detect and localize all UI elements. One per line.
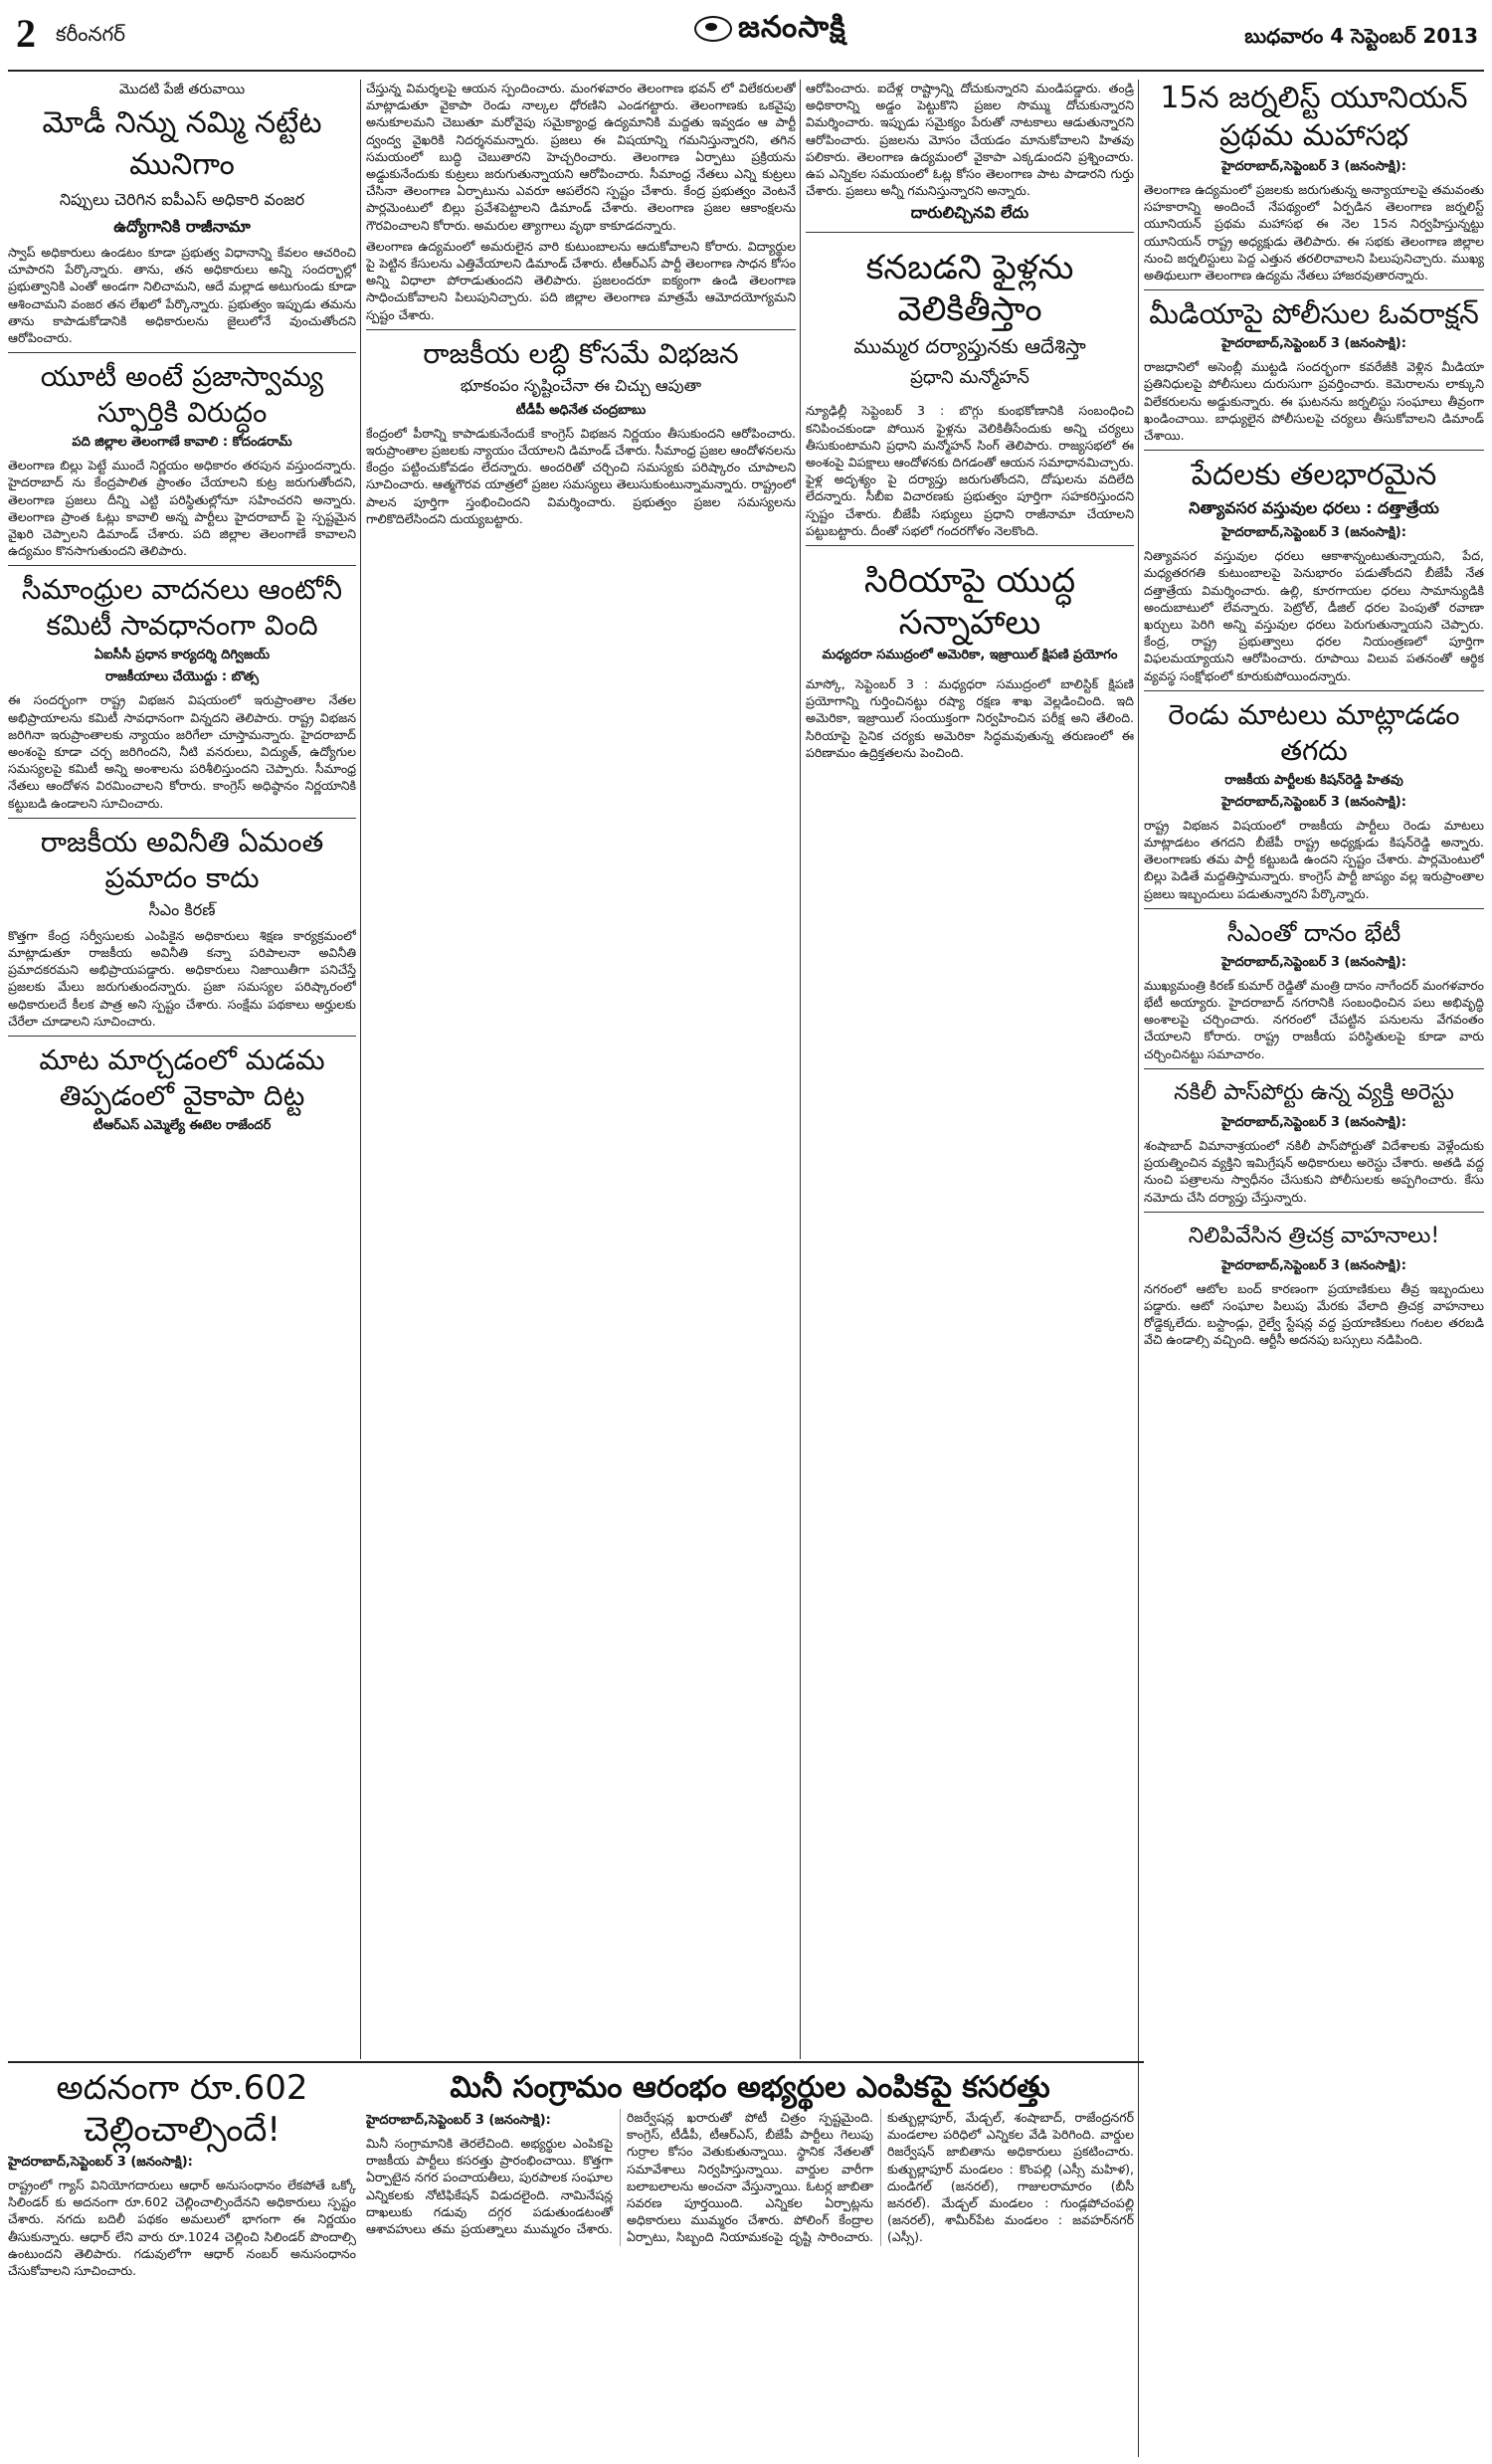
article-body: కేంద్రంలో పీఠాన్ని కాపాడుకునేందుకే కాంగ్రెస్ విభజన నిర్ణయం తీసుకుందని ఆరోపించారు. ఇరుప్రాంతాల ప్రజలకు న్యాయం చేయాలని డిమాండ్ చేశారు. సీమాంధ్ర ప్రజల ఆందోళనలను కేంద్రం పట్టించుకోవడం లేదన్నారు. అందరితో చర్చించి సమస్యకు పరిష్కారం చూపాలని సూచించారు. ఆత్మగౌరవ యాత్రలో ప్రజల సమస్యలు తెలుసుకుంటున్నామన్నారు. రాష్ట్రంలో పాలన పూర్తిగా స్తంభించిందని విమర్శించారు. ప్రభుత్వం ప్రజల సమస్యలను గాలికొదిలేసిందని దుయ్యబట్టారు. <box>366 425 796 526</box>
column-divider <box>800 80 801 2059</box>
headline-antony: సీమాంధ్రుల వాదనలు ఆంటోనీ కమిటీ సావధానంగా వింది <box>21 573 343 643</box>
divider <box>1144 908 1484 909</box>
bottom-article-elections <box>366 2067 1134 2457</box>
dateline: హైదరాబాద్,సెప్టెంబర్ 3 (జనంసాక్షి): <box>1221 954 1406 970</box>
article-body: శంషాబాద్ విమానాశ్రయంలో నకిలీ పాస్‌పోర్టుతో విదేశాలకు వెళ్లేందుకు ప్రయత్నించిన వ్యక్తిని ఇమిగ్రేషన్ అధికారులు అరెస్టు చేశారు. అతడి వద్ద నుంచి పత్రాలను స్వాధీనం చేసుకుని పోలీసులకు అప్పగించారు. కేసు నమోదు చేసి దర్యాప్తు చేస్తున్నారు. <box>1144 1137 1484 1205</box>
divider <box>8 818 356 819</box>
byline: టీఆర్ఎస్ ఎమ్మెల్యే ఈటెల రాజేందర్ <box>93 1118 272 1134</box>
masthead <box>8 0 1484 72</box>
divider <box>1144 450 1484 451</box>
subhead: నిత్యావసర వస్తువుల ధరలు : దత్తాత్రేయ <box>1189 498 1439 518</box>
dateline: హైదరాబాద్,సెప్టెంబర్ 3 (జనంసాక్షి): <box>366 2113 551 2128</box>
article-body: కొత్తగా కేంద్ర సర్వీసులకు ఎంపికైన అధికారులు శిక్షణ కార్యక్రమంలో మాట్లాడుతూ రాజకీయ అవినీతి కన్నా పరిపాలనా అవినీతి ప్రమాదకరమని అభిప్రాయపడ్డారు. అధికారులు నిజాయితీగా పనిచేస్తే ప్రజలకు మేలు జరుగుతుందన్నారు. ప్రజా సమస్యల పరిష్కారంలో అధికారులదే కీలక పాత్ర అని స్పష్టం చేశారు. సంక్షేమ పథకాలు అర్హులకు చేరేలా చూడాలని సూచించారు. <box>8 927 356 1029</box>
article-body: నిత్యావసర వస్తువుల ధరలు ఆకాశాన్నంటుతున్నాయని, పేద, మధ్యతరగతి కుటుంబాలపై పెనుభారం పడుతోందని బీజేపీ నేత దత్తాత్రేయ విమర్శించారు. ఉల్లి, కూరగాయల ధరలు సామాన్యుడికి అందుబాటులో లేవన్నారు. పెట్రోల్, డీజిల్ ధరల పెంపుతో రవాణా ఖర్చులు పెరిగి అన్ని వస్తువుల ధరలు పెరుగుతున్నాయని చెప్పారు. కేంద్ర, రాష్ట్ర ప్రభుత్వాలు ధరల నియంత్రణలో పూర్తిగా విఫలమయ్యాయని ఆరోపించారు. రూపాయి విలువ పతనంతో ఆర్థిక వ్యవస్థ సంక్షోభంలో కూరుకుపోయిందన్నారు. <box>1144 548 1484 683</box>
bottom-article-gas <box>8 2067 356 2457</box>
headline-division: రాజకీయ లబ్ధి కోసమే విభజన <box>423 336 739 370</box>
eye-logo-icon <box>694 16 732 42</box>
byline: సీఎం కిరణ్ <box>148 899 216 919</box>
headline-ut: యూటీ అంటే ప్రజాస్వామ్య స్ఫూర్తికి విరుద్ధం <box>40 360 324 430</box>
subhead: రాజకీయ పార్టీలకు కిషన్‌రెడ్డి హితవు <box>1224 772 1403 788</box>
headline-passport: నకిలీ పాస్‌పోర్టు ఉన్న వ్యక్తి అరెస్టు <box>1174 1079 1454 1105</box>
kicker: దారులిచ్చినవి లేదు <box>910 203 1029 223</box>
edition-name: కరీంనగర్ <box>56 22 125 46</box>
feature-block <box>806 247 1134 392</box>
paper-name: జనంసాక్షి <box>738 10 846 45</box>
paper-logo <box>694 10 846 52</box>
subhead: ఏఐసీసీ ప్రధాన కార్యదర్శి దిగ్విజయ్ <box>93 648 271 663</box>
byline: టీడీపీ అధినేత చంద్రబాబు <box>515 402 647 418</box>
article-body: తెలంగాణ ఉద్యమంలో అమరులైన వారి కుటుంబాలను ఆదుకోవాలని కోరారు. విద్యార్థుల పై పెట్టిన కేసులను ఎత్తివేయాలని డిమాండ్ చేశారు. టీఆర్ఎస్ పార్టీ తెలంగాణ సాధన కోసం అన్ని విధాలా పోరాడుతుందని తెలిపారు. ప్రజలందరూ ఐక్యంగా ఉండి తెలంగాణ సాధించుకోవాలని పిలుపునిచ్చారు. పది జిల్లాల తెలంగాణ మాత్రమే ఆమోదయోగ్యమని స్పష్టం చేశారు. <box>366 238 796 322</box>
dateline: హైదరాబాద్,సెప్టెంబర్ 3 (జనంసాక్షి): <box>8 2155 193 2170</box>
column-1 <box>8 80 356 2059</box>
dateline: హైదరాబాద్,సెప్టెంబర్ 3 (జనంసాక్షి): <box>1221 794 1406 810</box>
headline-files: కనబడని ఫైళ్లను వెలికితీస్తాం <box>865 248 1074 330</box>
article-body: రాష్ట్రంలో గ్యాస్ వినియోగదారులు ఆధార్ అనుసంధానం లేకపోతే ఒక్కో సిలిండర్ కు అదనంగా రూ.602 చెల్లించాల్సిందేనని అధికారులు స్పష్టం చేశారు. నగదు బదిలీ పథకం అమలులో భాగంగా ఈ నిర్ణయం తీసుకున్నారు. ఆధార్ లేని వారు రూ.1024 చెల్లించి సిలిండర్ పొందాల్సి ఉంటుందని తెలిపారు. గడువులోగా ఆధార్ నంబర్ అనుసంధానం చేసుకోవాలని సూచించారు. <box>8 2178 356 2279</box>
column-2 <box>366 80 796 2059</box>
divider <box>806 545 1134 546</box>
divider <box>1144 289 1484 290</box>
column-3 <box>806 80 1134 2059</box>
article-body: స్వాప్ అధికారులు ఉండటం కూడా ప్రభుత్వ విధానాన్ని కేవలం ఆచరించి చూపారని పేర్కొన్నారు. తాను, తన అధికారులు అన్ని సందర్భాల్లో ప్రభుత్వానికి ఎంతో అండగా నిలిచామని, ఆదే మల్లాడ అటుగుండు కూడా ఆశించామని వంజర తన లేఖలో పేర్కొన్నారు. ప్రభుత్వం ఇప్పుడు తమను తాను కాపాడుకోడానికి అధికారులను జైలులోనే వుంచుతోందని ఆరోపించారు. <box>8 245 356 346</box>
divider <box>806 232 1134 233</box>
feature-block <box>806 560 1134 665</box>
divider <box>366 329 796 330</box>
article-body: మినీ సంగ్రామానికి తెరలేచింది. అభ్యర్థుల ఎంపికపై రాజకీయ పార్టీలు కసరత్తు ప్రారంభించాయి. కొత్తగా ఏర్పాటైన నగర పంచాయతీలు, పురపాలక సంఘాల ఎన్నికలకు నోటిఫికేషన్ విడుదలైంది. నామినేషన్ల దాఖలుకు గడువు దగ్గర పడుతుండటంతో ఆశావహులు తమ ప్రయత్నాలు ముమ్మరం చేశారు. రిజర్వేషన్ల ఖరారుతో పోటీ చిత్రం స్పష్టమైంది. కాంగ్రెస్, టీడీపీ, టీఆర్ఎస్, బీజేపీ పార్టీలు గెలుపు గుర్రాల కోసం వెతుకుతున్నాయి. స్థానిక నేతలతో సమావేశాలు నిర్వహిస్తున్నాయి. వార్డుల వారీగా బలాబలాలను అంచనా వేస్తున్నాయి. ఓటర్ల జాబితా సవరణ పూర్తయింది. ఎన్నికల ఏర్పాట్లను అధికారులు ముమ్మరం చేశారు. పోలింగ్ కేంద్రాల ఏర్పాటు, సిబ్బంది నియామకంపై దృష్టి సారించారు. కుత్బుల్లాపూర్, మేడ్చల్, శంషాబాద్, రాజేంద్రనగర్ మండలాల పరిధిలో ఎన్నికల వేడి పెరిగింది. వార్డుల రిజర్వేషన్ జాబితాను అధికారులు ప్రకటించారు. కుత్బుల్లాపూర్ మండలం : కొంపల్లి (ఎస్సీ మహిళ), దుండిగల్ (జనరల్), గాజులరామారం (బీసీ జనరల్). మేడ్చల్ మండలం : గుండ్లపోచంపల్లి (జనరల్), శామీర్‌పేట మండలం : జవహర్‌నగర్ (ఎస్సీ). <box>366 2110 1134 2245</box>
subhead: మధ్యదరా సముద్రంలో అమెరికా, ఇజ్రాయిల్ క్షిపణి ప్రయోగం <box>822 648 1118 663</box>
kicker: మొదటి పేజీ తరువాయి <box>118 82 246 97</box>
headline-gas: అదనంగా రూ.602 చెల్లించాల్సిందే! <box>56 2068 308 2150</box>
issue-date: బుధవారం 4 సెప్టెంబర్ 2013 <box>1244 24 1478 48</box>
dateline: హైదరాబాద్,సెప్టెంబర్ 3 (జనంసాక్షి): <box>1221 525 1406 541</box>
column-4 <box>1144 80 1484 2457</box>
headline-prices: పేదలకు తలభారమైన <box>1191 458 1437 493</box>
headline-cm-meet: సీఎంతో దానం భేటీ <box>1226 918 1401 947</box>
article-body: న్యూఢిల్లీ సెప్టెంబర్ 3 : బొగ్గు కుంభకోణానికి సంబంధించి కనిపించకుండా పోయిన ఫైళ్లను వెలికితీసేందుకు అన్ని చర్యలు తీసుకుంటామని ప్రధాని మన్మోహన్ సింగ్ తెలిపారు. రాజ్యసభలో ఈ అంశంపై విపక్షాలు ఆందోళనకు దిగడంతో ఆయన సమాధానమిచ్చారు. ఫైళ్ల అదృశ్యం పై దర్యాప్తు జరుగుతోందని, దోషులను వదిలేది లేదన్నారు. సీబీఐ విచారణకు ప్రభుత్వం పూర్తిగా సహకరిస్తుందని స్పష్టం చేశారు. బీజేపీ సభ్యులు ప్రధాని రాజీనామా చేయాలని పట్టుబట్టారు. దీంతో సభలో గందరగోళం నెలకొంది. <box>806 403 1134 538</box>
headline-auto: నిలిపివేసిన త్రిచక్ర వాహనాలు! <box>1188 1223 1440 1248</box>
article-body: మాస్కో, సెప్టెంబర్ 3 : మధ్యధరా సముద్రంలో బాలిస్టిక్ క్షిపణి ప్రయోగాన్ని గుర్తించినట్టు రష్యా రక్షణ శాఖ వెల్లడించింది. ఇది అమెరికా, ఇజ్రాయిల్ సంయుక్తంగా నిర్వహించిన పరీక్ష అని తేలింది. సిరియాపై సైనిక చర్యకు అమెరికా సిద్ధమవుతున్న తరుణంలో ఈ పరిణామం ఉద్రిక్తతలను పెంచింది. <box>806 676 1134 760</box>
divider <box>8 565 356 566</box>
article-body: ఈ సందర్భంగా రాష్ట్ర విభజన విషయంలో ఇరుప్రాంతాల నేతల అభిప్రాయాలను కమిటీ సావధానంగా విన్నదని తెలిపారు. రాష్ట్ర విభజన జరిగినా ఇరుప్రాంతాలకు న్యాయం జరిగేలా చూస్తామన్నారు. హైదరాబాద్ అంశంపై కూడా చర్చ జరిగిందని, నీటి వనరులు, విద్యుత్, ఉద్యోగుల సమస్యలపై కమిటీ అన్ని అంశాలను పరిశీలిస్తుందని చెప్పారు. సీమాంధ్ర నేతలు ఆందోళన విరమించాలని కోరారు. కాంగ్రెస్ అధిష్ఠానం నిర్ణయానికి కట్టుబడి ఉండాలని సూచించారు. <box>8 692 356 811</box>
article-body: రాష్ట్ర విభజన విషయంలో రాజకీయ పార్టీలు రెండు మాటలు మాట్లాడటం తగదని బీజేపీ రాష్ట్ర అధ్యక్షుడు కిషన్‌రెడ్డి అన్నారు. తెలంగాణకు తమ పార్టీ కట్టుబడి ఉందని స్పష్టం చేశారు. పార్లమెంటులో బిల్లు పెడితే మద్దతిస్తామన్నారు. కాంగ్రెస్ పార్టీ జాప్యం వల్ల ఇరుప్రాంతాల ప్రజలు ఇబ్బందులు పడుతున్నారని పేర్కొన్నారు. <box>1144 817 1484 901</box>
divider <box>1144 1068 1484 1069</box>
divider <box>1144 690 1484 691</box>
headline-syria: సిరియాపై యుద్ధ సన్నాహాలు <box>863 561 1076 644</box>
subhead: ముమ్మర దర్యాప్తునకు ఆదేశిస్తా <box>853 334 1086 359</box>
headline-corruption: రాజకీయ అవినీతి ఏమంత ప్రమాదం కాదు <box>40 825 324 894</box>
divider <box>1144 1212 1484 1213</box>
article-body: రాజధానిలో అసెంబ్లీ ముట్టడి సందర్భంగా కవరేజీకి వెళ్లిన మీడియా ప్రతినిధులపై పోలీసులు దురుసుగా ప్రవర్తించారు. కెమెరాలను లాక్కుని విలేకరులను అడ్డుకున్నారు. ఈ ఘటనను జర్నలిస్టు సంఘాలు తీవ్రంగా ఖండించాయి. బాధ్యులైన పోలీసులపై చర్యలు తీసుకోవాలని డిమాండ్ చేశాయి. <box>1144 359 1484 444</box>
page-number: 2 <box>16 11 36 56</box>
headline-ycp: మాట మార్చడంలో మడమ తిప్పడంలో వైకాపా దిట్ట <box>39 1043 325 1113</box>
dateline: హైదరాబాద్,సెప్టెంబర్ 3 (జనంసాక్షి): <box>1221 1257 1406 1273</box>
article-body: తెలంగాణ బిల్లు పెట్టే ముందే నిర్ణయం అధికారం తరపున వస్తుందన్నారు. హైదరాబాద్ ను కేంద్రపాలిత ప్రాంతం చేయాలని కుట్ర జరుగుతోందని, తెలంగాణ ప్రజలు దీన్ని ఎట్టి పరిస్థితుల్లోనూ సహించరని అన్నారు. తెలంగాణ ప్రాంత ఓట్లు కావాలి అన్న పార్టీలు హైదరాబాద్ పై స్పష్టమైన వైఖరి చెప్పాలని డిమాండ్ చేశారు. పది జిల్లాల తెలంగాణే కావాలని ఉద్యమం కొనసాగుతుందని తెలిపారు. <box>8 458 356 559</box>
dateline: హైదరాబాద్,సెప్టెంబర్ 3 (జనంసాక్షి): <box>1221 336 1406 352</box>
article-body: ముఖ్యమంత్రి కిరణ్ కుమార్ రెడ్డితో మంత్రి దానం నాగేందర్ మంగళవారం భేటీ అయ్యారు. హైదరాబాద్ నగరానికి సంబంధించిన పలు అభివృద్ధి అంశాలపై చర్చించారు. నగరంలో చేపట్టిన పనులను వేగవంతం చేయాలని కోరారు. రాష్ట్ర రాజకీయ పరిస్థితులపై కూడా వారు చర్చించినట్టు సమాచారం. <box>1144 977 1484 1061</box>
headline-elections: మినీ సంగ్రామం ఆరంభం అభ్యర్థుల ఎంపికపై కసరత్తు <box>450 2070 1050 2105</box>
section-divider <box>8 2061 1144 2063</box>
article-body: తెలంగాణ ఉద్యమంలో ప్రజలకు జరుగుతున్న అన్యాయాలపై తమవంతు సహకారాన్ని అందించే నేపథ్యంలో ఏర్పడిన తెలంగాణ జర్నలిస్ట్ యూనియన్ ప్రథమ మహాసభ ఈ నెల 15న నిర్వహిస్తున్నట్టు యూనియన్ రాష్ట్ర అధ్యక్షుడు తెలిపారు. ఈ సభకు తెలంగాణ జిల్లాల నుంచి జర్నలిస్టులు పెద్ద ఎత్తున తరలిరావాలని పిలుపునిచ్చారు. ముఖ్య అతిథులుగా తెలంగాణ ఉద్యమ నేతలు హాజరవుతారన్నారు. <box>1144 182 1484 284</box>
byline: ప్రధాని మన్మోహన్ <box>910 367 1029 389</box>
article-columns <box>366 2109 1134 2246</box>
byline: పది జిల్లాల తెలంగాణే కావాలి : కోదండరామ్ <box>72 435 292 451</box>
dateline: హైదరాబాద్,సెప్టెంబర్ 3 (జనంసాక్షి): <box>1221 159 1406 174</box>
headline-journalist-union: 15న జర్నలిస్ట్ యూనియన్ ప్రథమ మహాసభ <box>1160 81 1468 153</box>
byline: రాజకీయాలు చేయొద్దు : బొత్స <box>105 669 259 685</box>
article-body: నగరంలో ఆటోల బంద్ కారణంగా ప్రయాణికులు తీవ్ర ఇబ్బందులు పడ్డారు. ఆటో సంఘాల పిలుపు మేరకు వేలాది త్రిచక్ర వాహనాలు రోడ్డెక్కలేదు. బస్టాండ్లు, రైల్వే స్టేషన్ల వద్ద ప్రయాణికులు గంటల తరబడి వేచి ఉండాల్సి వచ్చింది. ఆర్టీసీ అదనపు బస్సులు నడిపింది. <box>1144 1280 1484 1348</box>
headline-modi: మోడీ నిన్ను నమ్మి నట్టేట మునిగాం <box>42 105 322 182</box>
headline-media-police: మీడియాపై పోలీసుల ఓవరాక్షన్ <box>1149 297 1479 331</box>
divider <box>8 352 356 353</box>
subhead: భూకంపం సృష్టించేనా ఈ చిచ్చు ఆపుతా <box>460 375 702 395</box>
article-body: చేస్తున్న విమర్శలపై ఆయన స్పందించారు. మంగళవారం తెలంగాణ భవన్ లో విలేకరులతో మాట్లాడుతూ వైకాపా రెండు నాల్కల ధోరణిని ఎండగట్టారు. తెలంగాణకు ఒకవైపు అనుకూలమని చెబుతూ మరోవైపు సమైక్యాంధ్ర ఉద్యమానికి మద్దతు ఇవ్వడం ఆ పార్టీ ద్వంద్వ వైఖరికి నిదర్శనమన్నారు. ప్రజలు ఈ విషయాన్ని గమనిస్తున్నారని, తగిన సమయంలో బుద్ధి చెబుతారని హెచ్చరించారు. తెలంగాణ ఏర్పాటు ప్రక్రియను అడ్డుకునేందుకు కుట్రలు జరుగుతున్నాయని ఆరోపించారు. సీమాంధ్ర నేతలు ఎన్ని కుట్రలు చేసినా తెలంగాణ ఏర్పాటును ఎవరూ ఆపలేరని స్పష్టం చేశారు. కేంద్ర ప్రభుత్వం వెంటనే పార్లమెంటులో బిల్లు ప్రవేశపెట్టాలని డిమాండ్ చేశారు. తెలంగాణ ప్రజల ఆకాంక్షలను గౌరవించాలని కోరారు. అమరుల త్యాగాలు వృథా కాకూడదన్నారు. <box>366 81 796 233</box>
article-body: ఆరోపించారు. ఐదేళ్ల రాష్ట్రాన్ని దోచుకున్నారని మండిపడ్డారు. తండ్రి అధికారాన్ని అడ్డం పెట్టుకొని ప్రజల సొమ్ము దోచుకున్నారని విమర్శించారు. ఇప్పుడు సమైక్యం పేరుతో నాటకాలు ఆడుతున్నారని ఆరోపించారు. ప్రజలను మోసం చేయడం మానుకోవాలని హితవు పలికారు. తెలంగాణ ఉద్యమంలో వైకాపా ఎక్కడుందని ప్రశ్నించారు. ఉప ఎన్నికల సమయంలో ఓట్ల కోసం తెలంగాణ పాట పాడారని గుర్తు చేశారు. ప్రజలు అన్నీ గమనిస్తున్నారని అన్నారు. <box>806 81 1134 199</box>
subhead: ఉద్యోగానికి రాజీనామా <box>113 217 251 236</box>
subhead: నిప్పులు చెరిగిన ఐపీఎస్ అధికారి వంజర <box>59 190 305 209</box>
column-divider <box>360 80 361 2059</box>
dateline: హైదరాబాద్,సెప్టెంబర్ 3 (జనంసాక్షి): <box>1221 1114 1406 1130</box>
divider <box>8 1036 356 1037</box>
headline-two-words: రెండు మాటలు మాట్లాడడం తగదు <box>1168 697 1460 767</box>
column-divider <box>1138 80 1139 2457</box>
